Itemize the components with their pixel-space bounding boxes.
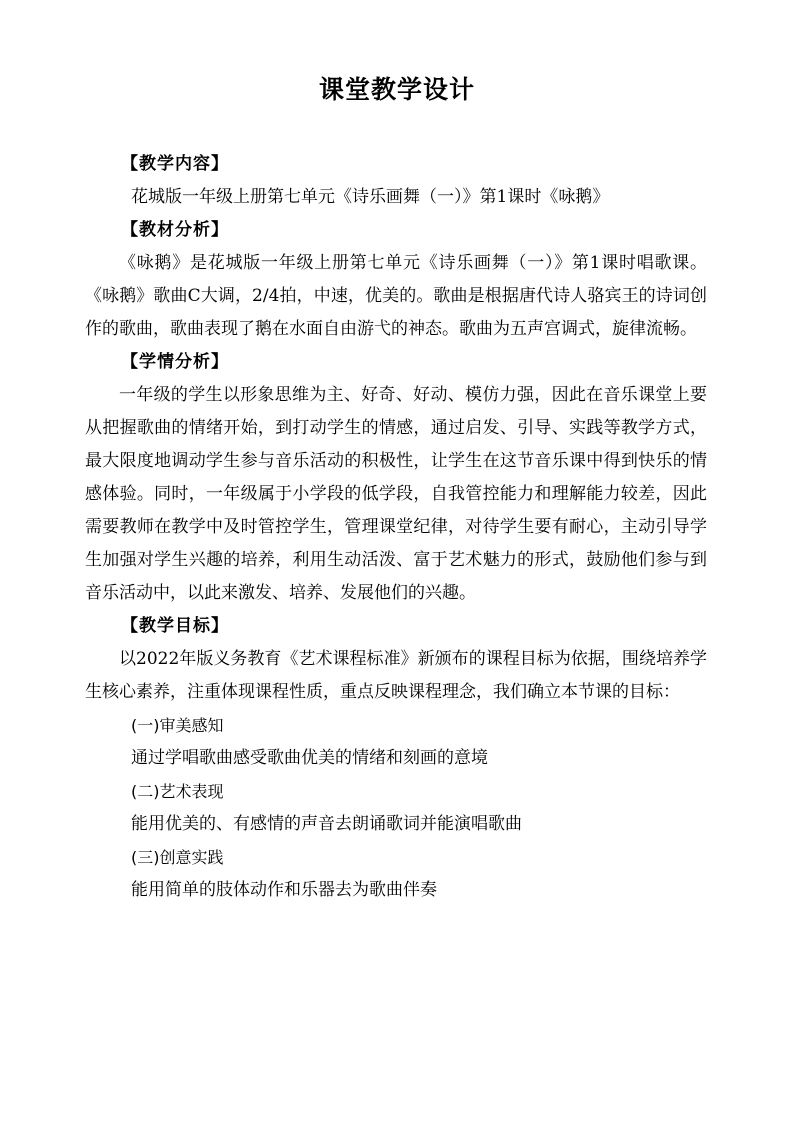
goal-text-expression: 能用优美的、有感情的声音去朗诵歌词并能演唱歌曲 (131, 814, 522, 834)
goal-label-expression: (二)艺术表现 (131, 782, 224, 801)
content-text: 花城版一年级上册第七单元《诗乐画舞（一）》第1课时《咏鹅》 (131, 187, 610, 207)
goal-text-aesthetic: 通过学唱歌曲感受歌曲优美的情绪和刻画的意境 (131, 748, 488, 768)
material-paragraph: 《咏鹅》是花城版一年级上册第七单元《诗乐画舞（一）》第1课时唱歌课。《咏鹅》歌曲C大调，2/4拍，中速，优美的。歌曲是根据唐代诗人骆宾王的诗词创作的歌曲，歌曲表现了鹅在水面自由游弋的神态。歌曲为五声宫调式，旋律流畅。 (85, 253, 707, 339)
section-heading-material: 【教材分析】 (121, 220, 229, 240)
goal-label-aesthetic: (一)审美感知 (131, 716, 224, 735)
section-heading-content: 【教学内容】 (121, 154, 229, 174)
page-title: 课堂教学设计 (318, 75, 475, 104)
students-paragraph: 一年级的学生以形象思维为主、好奇、好动、模仿力强，因此在音乐课堂上要从把握歌曲的情绪开始，到打动学生的情感，通过启发、引导、实践等教学方式，最大限度地调动学生参与音乐活动的积极性，让学生在这节音乐课中得到快乐的情感体验。同时，一年级属于小学段的低学段，自我管控能力和理解能力较差，因此需要教师在教学中及时管控学生，管理课堂纪律，对待学生要有耐心，主动引导学生加强对学生兴趣的培养，利用生动活泼、富于艺术魅力的形式，鼓励他们参与到音乐活动中，以此来激发、培养、发展他们的兴趣。 (85, 385, 707, 603)
goal-text-practice: 能用简单的肢体动作和乐器去为歌曲伴奏 (131, 880, 437, 900)
section-heading-goals: 【教学目标】 (121, 616, 229, 636)
section-heading-students: 【学情分析】 (121, 352, 229, 372)
goals-paragraph: 以2022年版义务教育《艺术课程标准》新颁布的课程目标为依据，围绕培养学生核心素养，注重体现课程性质，重点反映课程理念，我们确立本节课的目标： (85, 649, 707, 702)
document-body (85, 148, 707, 907)
goal-label-practice: (三)创意实践 (131, 848, 224, 867)
